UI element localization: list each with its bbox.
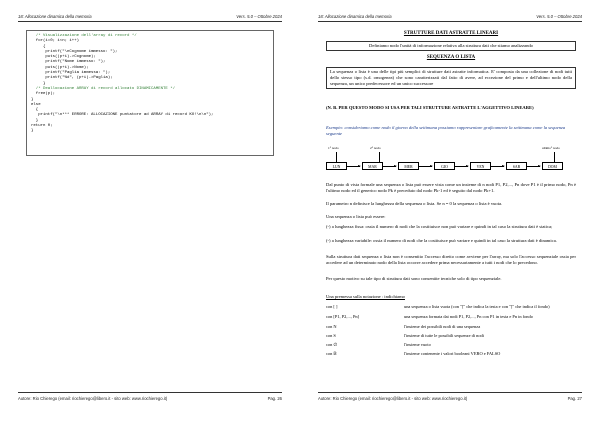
second-node-pointer <box>379 152 380 162</box>
page-header <box>318 14 582 22</box>
code-line: /* Deallocazione ARRAY di record allocato DINAMICAMENTE */ <box>31 86 176 91</box>
code-line: return 0; <box>31 124 53 129</box>
notation-description: l'insieme dei possibili nodi di una sequenza <box>404 324 481 329</box>
last-node-label: ultimo° nodo <box>542 146 560 150</box>
list-node: MER <box>398 162 419 170</box>
notation-symbol: con 𝔹 <box>326 351 337 356</box>
types-intro: Una sequenza o lista può essere: <box>326 214 386 219</box>
code-line: } <box>31 118 39 123</box>
notation-symbol: con ∅ <box>326 342 338 347</box>
list-arrow <box>455 166 468 167</box>
code-listing <box>26 30 274 156</box>
page-footer <box>18 392 282 402</box>
code-line: { <box>31 108 39 113</box>
notation-description: una sequenza o lista vuota (con "[" che indica la testa e con "]" che indica il fondo) <box>404 304 550 309</box>
code-line: printf("Paglia immessa: "); <box>31 71 111 76</box>
notation-symbol: con S <box>326 333 336 338</box>
header-version: Vers. 5.0 – Ottobre 2024 <box>236 14 282 19</box>
list-arrow <box>491 166 504 167</box>
header-title: 18: Allocazione dinamica della memoria <box>18 14 92 19</box>
page-header <box>18 14 282 22</box>
footer-author: Autore: Rio Chierego (email: riochierego@libero.it - sito web: www.riochierego.it) <box>318 396 468 401</box>
code-line: } <box>31 129 34 134</box>
list-node: LUN <box>326 162 347 170</box>
code-line: puts((p+i)->Cognome); <box>31 55 96 60</box>
subsection-title: SEQUENZA O LISTA <box>426 55 476 60</box>
example-text: Esempio: consideriamo come nodo il giorno della settimana possiamo rappresentare graficamente la settimana come la sequenza seguente <box>326 125 566 136</box>
code-line: else <box>31 102 41 107</box>
list-node: GIO <box>434 162 455 170</box>
right-page <box>300 0 600 424</box>
notation-description: l'insieme vuoto <box>404 342 431 347</box>
notation-title: Una premessa sulla notazione : indichiamo <box>326 294 405 299</box>
header-title: 18: Allocazione dinamica della memoria <box>318 14 392 19</box>
footer-page-number: Pag. 26 <box>267 396 282 401</box>
list-node: SAB <box>506 162 527 170</box>
formal-paragraph: Dal punto di vista formale una sequenza o lista può essere vista come un insieme di n nodi P1, P2,..., Pn dove P1 è il primo nodo, Pn è l'ultimo nodo ed il generico nodo Pk è preceduto dal nodo Pk-1 ed è seguito dal nodo Pk+1. <box>326 182 576 193</box>
code-line: } <box>31 81 46 86</box>
list-arrow <box>347 166 360 167</box>
code-line: printf("\nCognome immesso: "); <box>31 49 118 54</box>
page-footer <box>318 392 582 402</box>
code-line: for(i=0; i<n; i++) <box>31 39 80 44</box>
notation-symbol: con [P1, P2,..., Pn] <box>326 314 360 319</box>
notation-description: l'insieme contenente i valori booleani VERO e FALSO <box>404 351 501 356</box>
notation-symbol: con [ ] <box>326 304 338 309</box>
list-diagram <box>326 144 576 184</box>
list-node: MAR <box>362 162 383 170</box>
code-line: { <box>31 44 46 49</box>
definition-box: Definiamo nodo l'unità di informazione relativa alla struttura dati che stiamo analizzando <box>326 41 576 51</box>
header-version: Vers. 5.0 – Ottobre 2024 <box>536 14 582 19</box>
footer-page-number: Pag. 27 <box>567 396 582 401</box>
notation-symbol: con N <box>326 324 337 329</box>
length-paragraph: Il parametro n definisce la lunghezza della sequenza o lista. Se n = 0 la sequenza o lista è vuota. <box>326 201 503 206</box>
sequence-definition-box: La sequenza o lista è una delle tipi più semplici di strutture dati astratte informatica. E' composta da una collezione di nodi tutti dello stesso tipo (s.d. omogenea) che sono caratterizzati dal fatto di avere, ad eccezione del primo e dell'ultimo nodo della sequenza, un unico predecessore ed un unico successore <box>326 67 576 89</box>
code-line: free(p); <box>31 92 56 97</box>
nota-bene: (N. B. PER QUESTO MODO SI USA PER TALI STRUTTURE ASTRATTE L'AGGETTIVO LINEARE) <box>326 105 534 110</box>
access-paragraph: Sulla struttura dati sequenza o lista non è consentito l'accesso diretto come avviene per l'array, ma solo l'accesso sequenziale ossia per accedere ad un determinato nodo della lista occorre accedere prima necessariamente a tutti i nodi che lo precedono. <box>326 254 576 265</box>
code-line: printf("%d", (p+i)->Paglia); <box>31 76 113 81</box>
notation-description: una sequenza formata dai nodi P1, P2,..., Pn con P1 in testa e Pn in fondo <box>404 314 533 319</box>
code-line: puts((p+i)->Nome); <box>31 65 89 70</box>
technique-paragraph: Per questo motivo su tale tipo di struttura dati sono consentite tecniche solo di tipo sequenziale. <box>326 276 502 281</box>
first-node-pointer <box>336 152 337 162</box>
code-line: printf("Nome immesso: "); <box>31 60 106 65</box>
list-arrow <box>383 166 396 167</box>
footer-author: Autore: Rio Chierego (email: riochierego@libero.it - sito web: www.riochierego.it) <box>18 396 168 401</box>
list-node: DOM <box>542 162 563 170</box>
list-arrow <box>419 166 432 167</box>
list-node: VEN <box>470 162 491 170</box>
section-title: STRUTTURE DATI ASTRATTE LINEARI <box>403 31 499 36</box>
first-node-label: 1° nodo <box>328 146 339 150</box>
code-line: printf("\n*** ERRORE: ALLOCAZIONE puntatore ad ARRAY di record KO!\n\n"); <box>31 113 214 118</box>
notation-description: l'insieme di tutte le possibili sequenze di nodi <box>404 333 484 338</box>
variable-length-item: (-) a lunghezza variabile: ossia il numero di nodi che la costituisce può variare e quindi in tal caso la struttura dati è dinamica. <box>326 238 557 243</box>
last-node-pointer <box>554 152 555 162</box>
second-node-label: 2° nodo <box>370 146 381 150</box>
list-arrow <box>527 166 540 167</box>
fixed-length-item: (-) a lunghezza fissa: ossia il numero di nodi che la costituisce non può variare e quindi in tal caso la struttura dati è statica; <box>326 224 553 229</box>
code-line: /* Visualizzazione dell'array di record */ <box>31 34 137 38</box>
code-line: } <box>31 97 34 102</box>
